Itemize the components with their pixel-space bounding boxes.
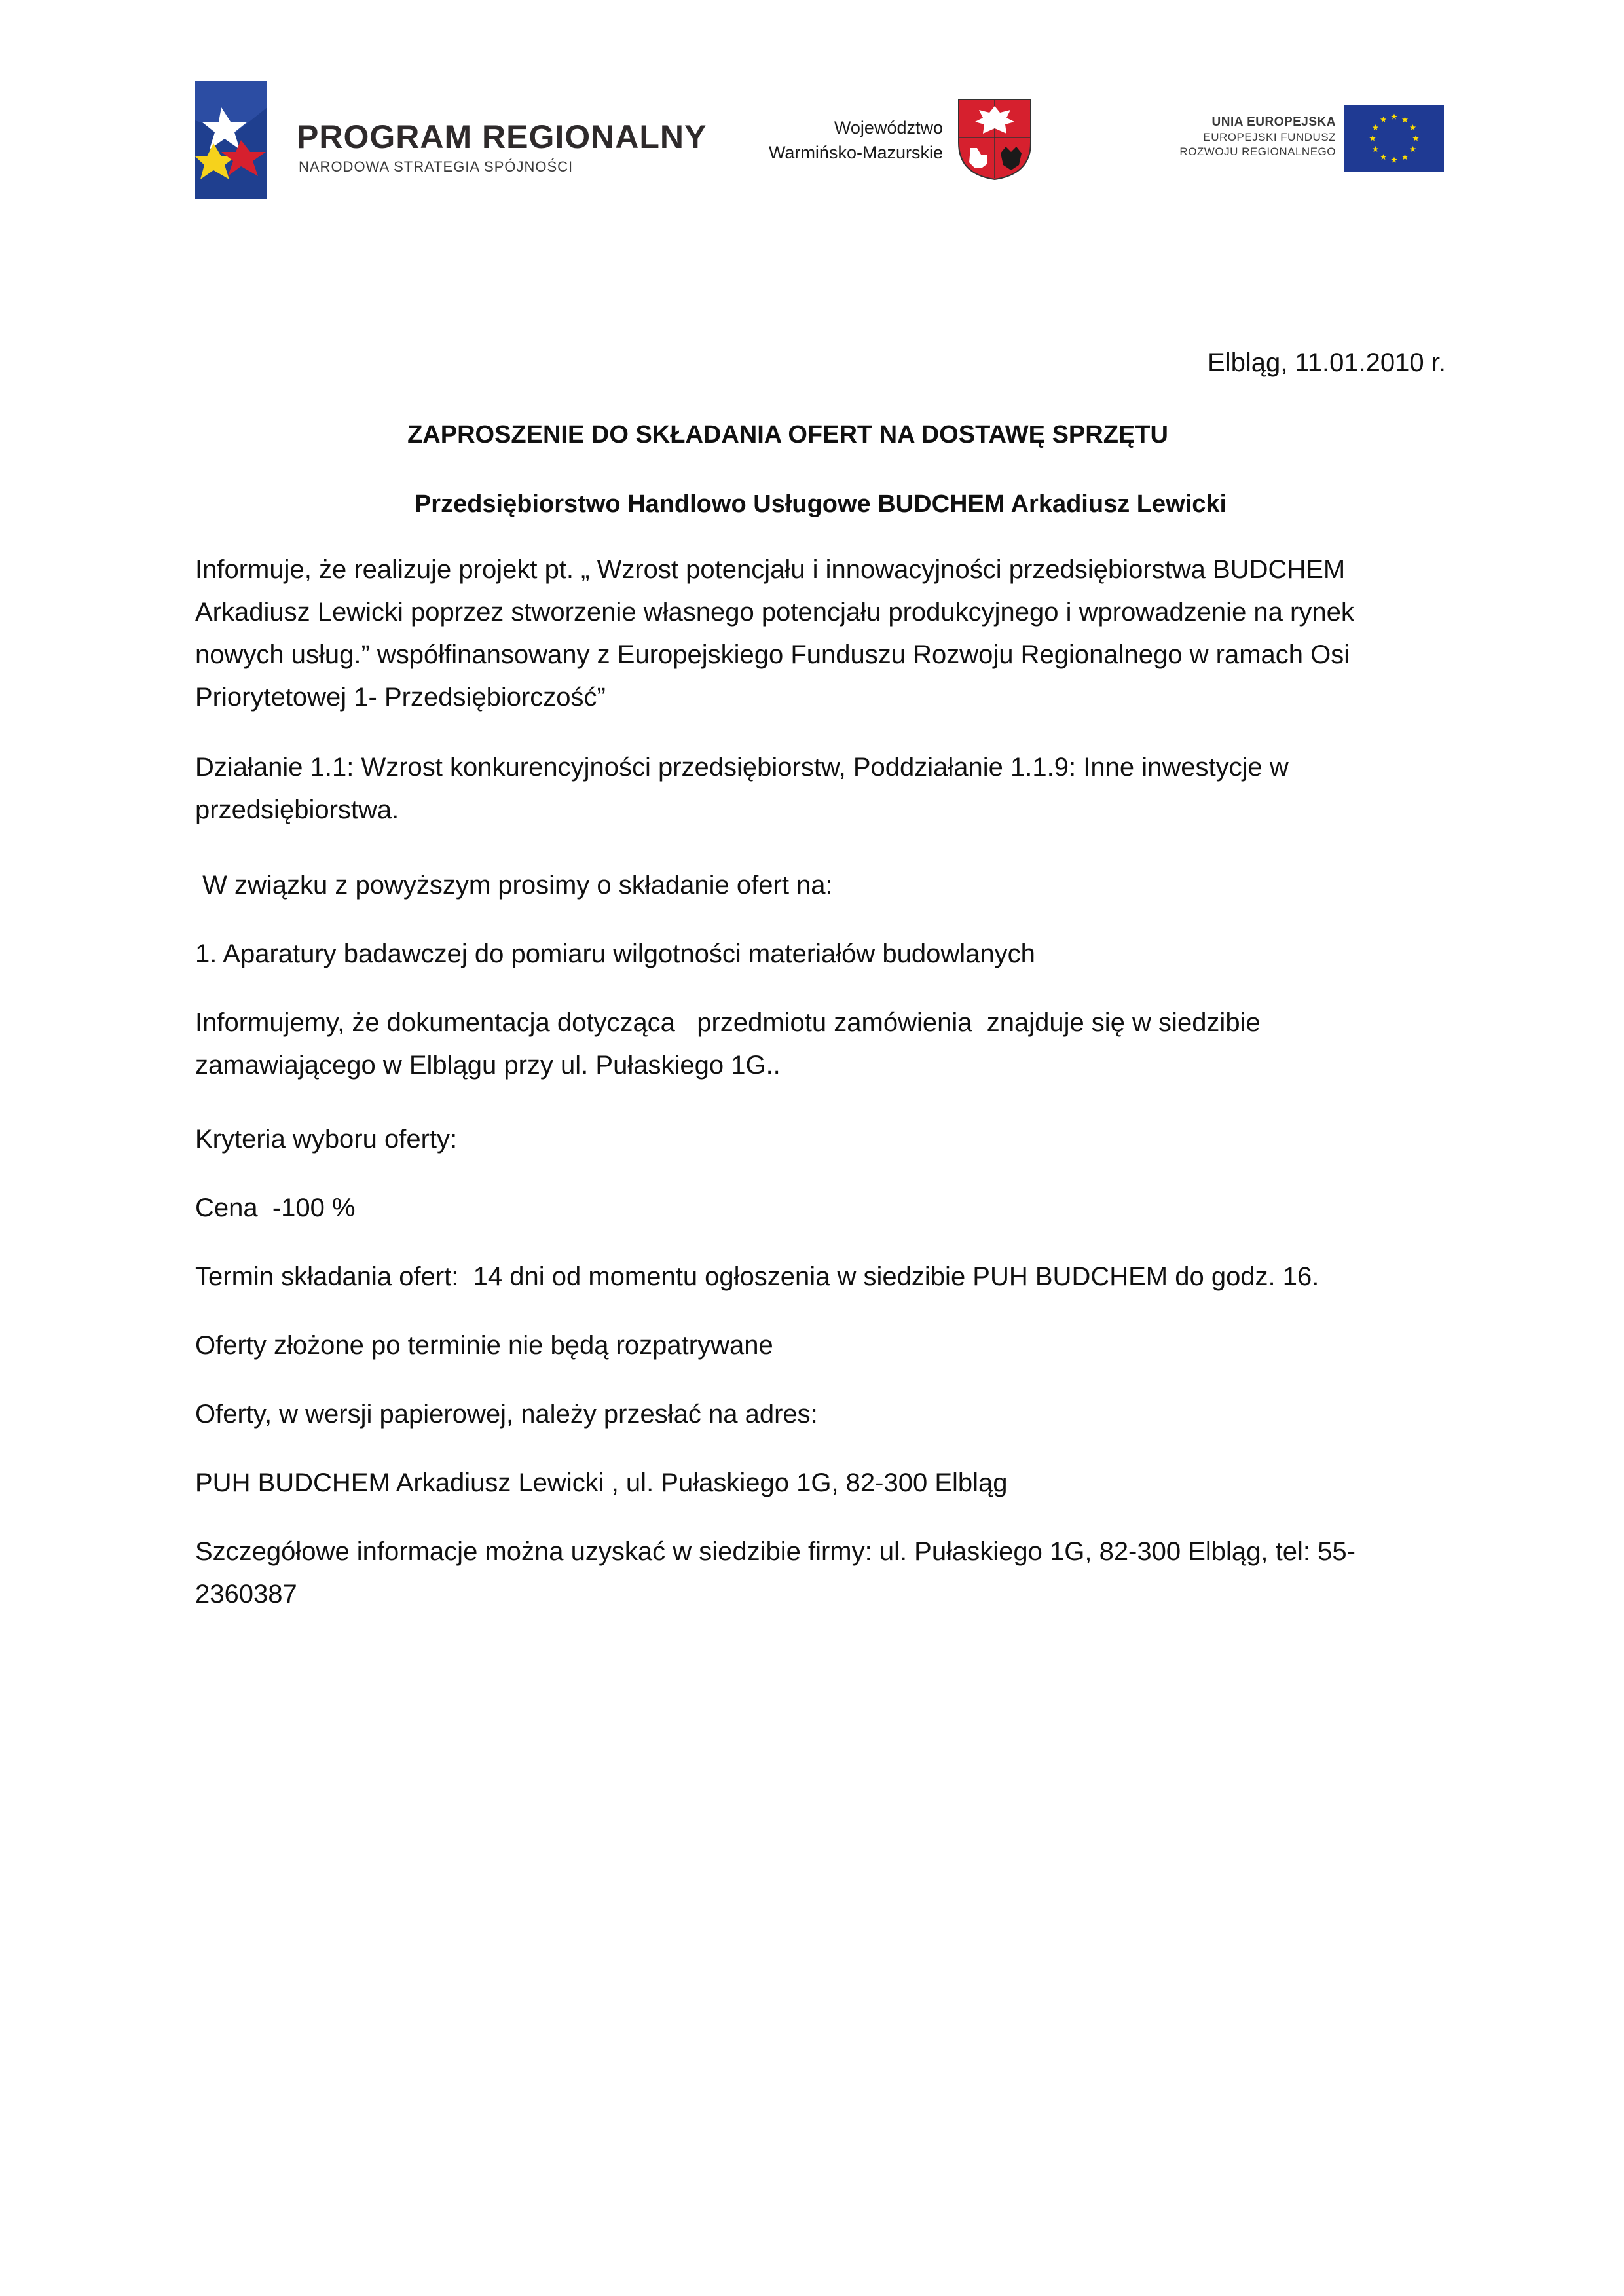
documentation-paragraph bbox=[195, 1002, 1446, 1087]
program-regionalny-title: PROGRAM REGIONALNY bbox=[297, 118, 707, 155]
documentation-line: Informujemy, że dokumentacja dotycząca przedmiotu zamówienia znajduje się w siedzibie bbox=[195, 1008, 1261, 1037]
document-date: Elbląg, 11.01.2010 r. bbox=[1208, 348, 1446, 377]
eu-logo-line1: UNIA EUROPEJSKA bbox=[1211, 115, 1336, 129]
request-paragraph: W związku z powyższym prosimy o składanie ofert na: bbox=[195, 871, 833, 900]
eu-logo-text bbox=[1179, 114, 1336, 159]
intro-line: Arkadiusz Lewicki poprzez stworzenie własnego potencjału produkcyjnego i wprowadzenie na rynek bbox=[195, 598, 1354, 627]
wojewodztwo-line2: Warmińsko-Mazurskie bbox=[768, 143, 943, 162]
late-offers-paragraph: Oferty złożone po terminie nie będą rozpatrywane bbox=[195, 1331, 773, 1360]
contact-line: Szczegółowe informacje można uzyskać w siedzibie firmy: ul. Pułaskiego 1G, 82-300 Elbląg, tel: 55- bbox=[195, 1537, 1356, 1566]
item-1: 1. Aparatury badawczej do pomiaru wilgotności materiałów budowlanych bbox=[195, 939, 1035, 968]
intro-line: nowych usług.” współfinansowany z Europejskiego Funduszu Rozwoju Regionalnego w ramach Osi bbox=[195, 640, 1350, 669]
deadline-paragraph: Termin składania ofert: 14 dni od momentu ogłoszenia w siedzibie PUH BUDCHEM do godz. 16. bbox=[195, 1262, 1320, 1291]
intro-line: Priorytetowej 1- Przedsiębiorczość” bbox=[195, 683, 606, 712]
dzialanie-line: przedsiębiorstwa. bbox=[195, 795, 399, 824]
dzialanie-paragraph bbox=[195, 746, 1446, 831]
dzialanie-line: Działanie 1.1: Wzrost konkurencyjności przedsiębiorstw, Poddziałanie 1.1.9: Inne inwestycje w bbox=[195, 753, 1289, 782]
document-title: ZAPROSZENIE DO SKŁADANIA OFERT NA DOSTAWĘ SPRZĘTU bbox=[407, 421, 1168, 448]
wojewodztwo-line1: Województwo bbox=[834, 118, 943, 137]
criteria-label: Kryteria wyboru oferty: bbox=[195, 1125, 458, 1154]
address-paragraph: PUH BUDCHEM Arkadiusz Lewicki , ul. Pułaskiego 1G, 82-300 Elbląg bbox=[195, 1468, 1008, 1497]
program-regionalny-emblem-icon bbox=[195, 81, 267, 199]
eu-logo bbox=[1153, 105, 1444, 177]
program-regionalny-subtitle: NARODOWA STRATEGIA SPÓJNOŚCI bbox=[299, 158, 574, 175]
send-paragraph: Oferty, w wersji papierowej, należy przesłać na adres: bbox=[195, 1400, 818, 1429]
eu-flag-icon bbox=[1344, 105, 1444, 172]
price-criterion: Cena -100 % bbox=[195, 1194, 356, 1222]
intro-paragraph bbox=[195, 549, 1446, 719]
company-name: Przedsiębiorstwo Handlowo Usługowe BUDCHEM Arkadiusz Lewicki bbox=[414, 490, 1227, 518]
crest-icon bbox=[956, 97, 1033, 182]
contact-paragraph bbox=[195, 1531, 1446, 1616]
eu-logo-line2: EUROPEJSKI FUNDUSZ bbox=[1203, 131, 1336, 143]
eu-logo-line3: ROZWOJU REGIONALNEGO bbox=[1179, 145, 1336, 158]
wojewodztwo-text bbox=[769, 115, 943, 165]
documentation-line: zamawiającego w Elblągu przy ul. Pułaskiego 1G.. bbox=[195, 1051, 781, 1080]
program-regionalny-logo bbox=[195, 81, 707, 202]
intro-line: Informuje, że realizuje projekt pt. „ Wzrost potencjału i innowacyjności przedsiębiorstwa BUDCHEM bbox=[195, 555, 1346, 584]
contact-line: 2360387 bbox=[195, 1580, 297, 1609]
wojewodztwo-logo bbox=[727, 97, 1041, 185]
